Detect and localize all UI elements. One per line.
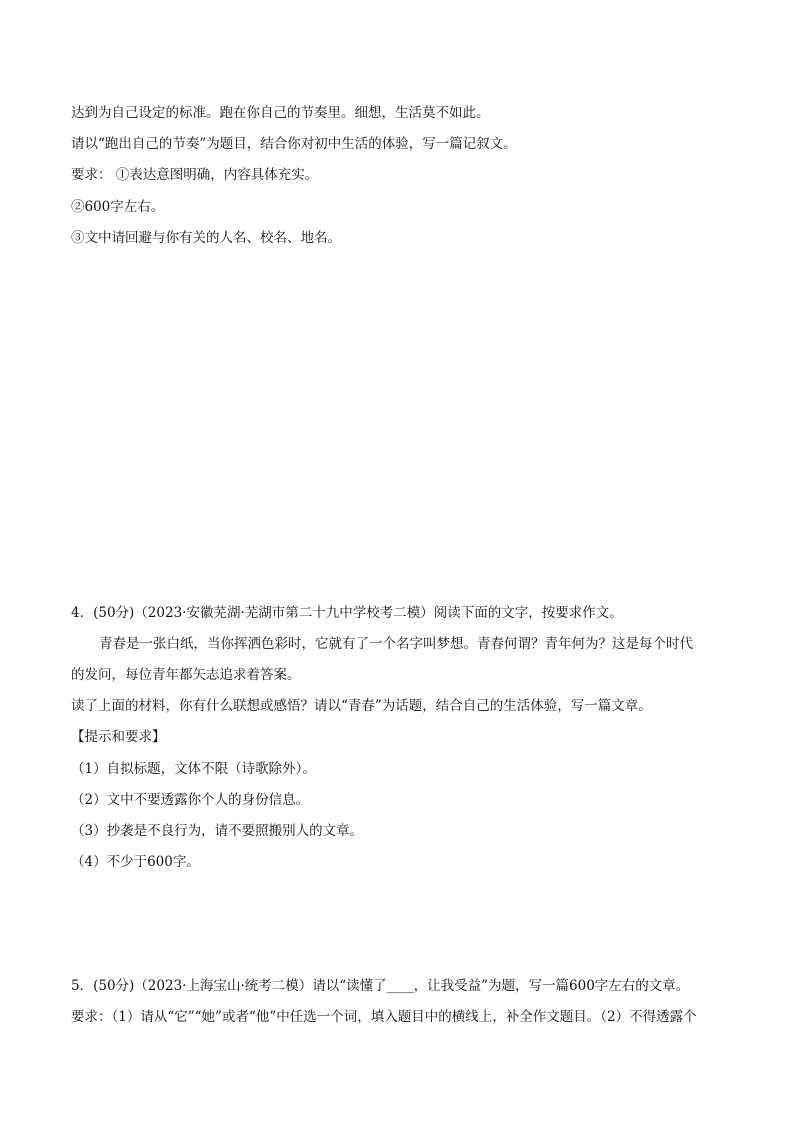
q3-text-line-1: 达到为自己设定的标准。跑在你自己的节奏里。细想，生活莫不如此。 [71,105,490,121]
q3-requirement-2: ②600字左右。 [71,199,165,215]
q4-tip-2: （2）文中不要透露你个人的身份信息。 [71,792,310,808]
q4-material-line-2: 的发问，每位青年都矢志追求着答案。 [71,667,301,683]
q4-prompt: 读了上面的材料，你有什么联想或感悟？请以“青春”为话题，结合自己的生活体验，写一篇文章。 [71,698,652,714]
q5-header: 5．(50分)（2023·上海宝山·统考二模）请以“读懂了____，让我受益”为题，写一篇600字左右的文章。 [71,978,690,994]
q4-tips-heading: 【提示和要求】 [71,729,166,745]
q5-requirement: 要求：（1）请从“它”“她”或者“他”中任选一个词，填入题目中的横线上，补全作文题目。（2）不得透露个 [71,1009,697,1025]
q4-tip-4: （4）不少于600字。 [71,854,200,870]
q3-instruction: 请以“跑出自己的节奏”为题目，结合你对初中生活的体验，写一篇记叙文。 [71,136,517,152]
q3-requirement-1: 要求： ①表达意图明确，内容具体充实。 [71,167,319,183]
q4-material-line-1: 青春是一张白纸，当你挥洒色彩时，它就有了一个名字叫梦想。青春何谓？青年何为？这是每个时代 [99,636,693,652]
q3-requirement-3: ③文中请回避与你有关的人名、校名、地名。 [71,230,341,246]
q4-tip-1: （1）自拟标题，文体不限（诗歌除外）。 [71,761,316,777]
q4-header: 4．(50分)（2023·安徽芜湖·芜湖市第二十九中学校考二模）阅读下面的文字，按要求作文。 [71,605,623,621]
q4-tip-3: （3）抄袭是不良行为，请不要照搬别人的文章。 [71,823,364,839]
